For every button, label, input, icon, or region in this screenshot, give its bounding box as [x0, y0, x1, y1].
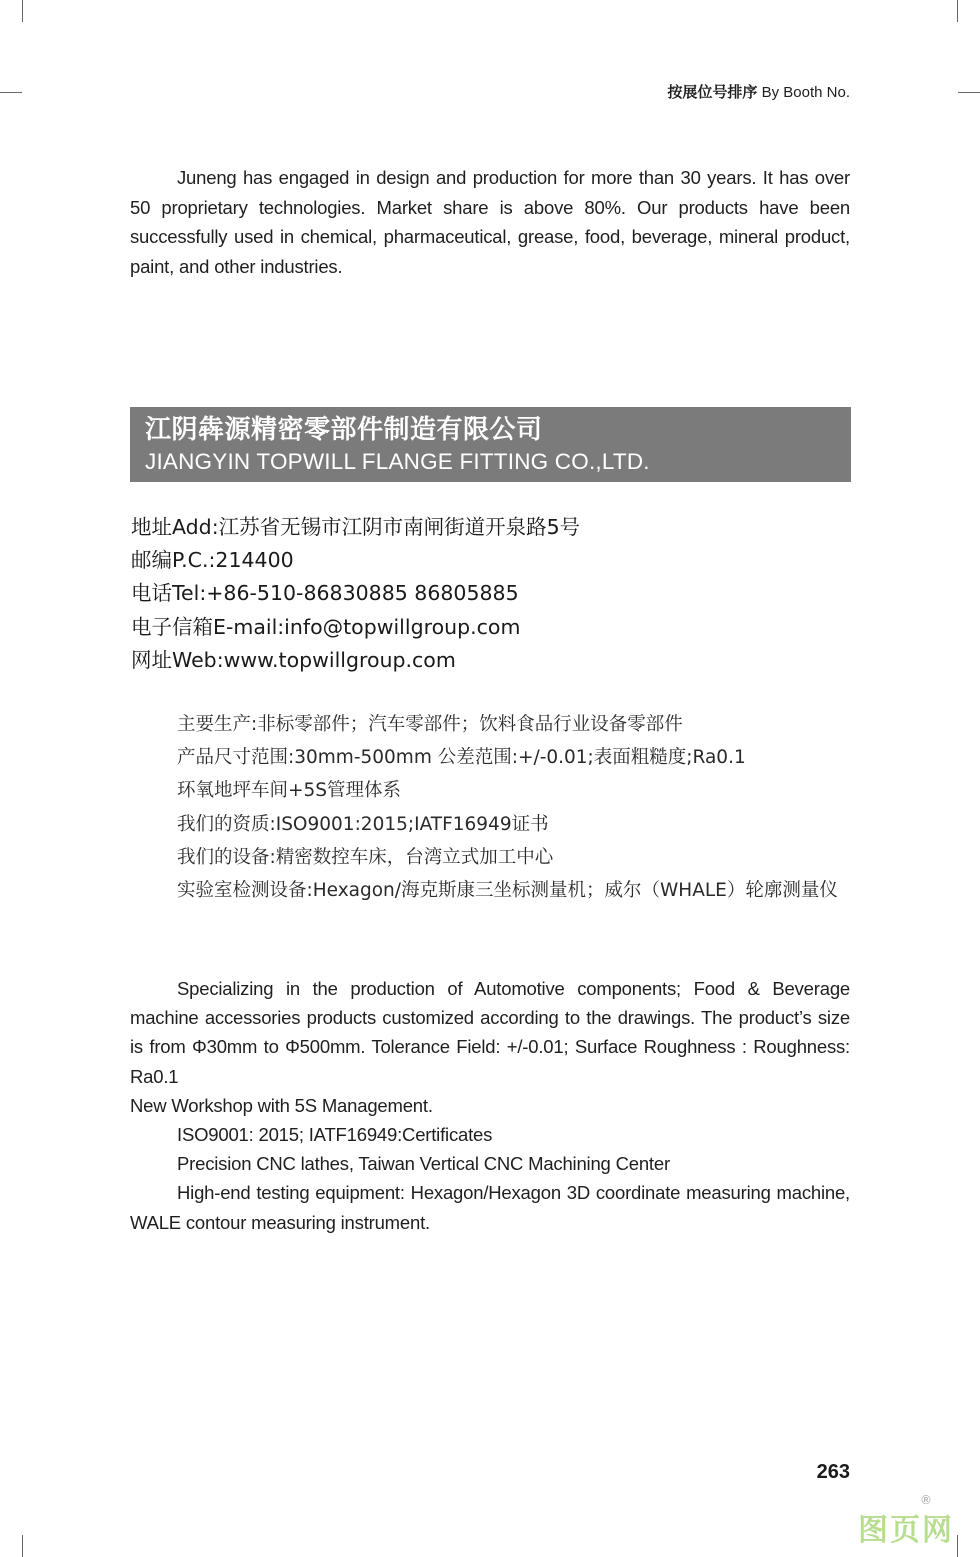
crop-mark — [22, 1535, 23, 1557]
crop-mark — [22, 0, 23, 22]
description-cn-line: 我们的资质:ISO9001:2015;IATF16949证书 — [177, 813, 549, 835]
description-cn-line: 环氧地坪车间+5S管理体系 — [177, 780, 402, 802]
description-cn-line: 实验室检测设备:Hexagon/海克斯康三坐标测量机；威尔（WHALE）轮廓测量仪 — [177, 880, 838, 902]
description-cn-line: 主要生产:非标零部件；汽车零部件；饮料食品行业设备零部件 — [177, 714, 683, 735]
header-label-cn: 按展位号排序 — [667, 83, 758, 101]
intro-section — [130, 163, 850, 281]
contact-address: 地址Add:江苏省无锡市江阴市南闸街道开泉路5号 — [131, 515, 581, 539]
description-en — [130, 974, 850, 1237]
crop-mark — [958, 92, 980, 93]
intro-paragraph: Juneng has engaged in design and production for more than 30 years. It has over 50 proprietary technologies. Market share is above 80%. Our products have been successfully used in chemical, pharmaceutical, grease, food, beverage, mineral product, paint, and other industries. — [130, 167, 850, 277]
company-name-cn: 江阴犇源精密零部件制造有限公司 — [145, 415, 543, 445]
description-cn — [130, 708, 850, 907]
booth-order-header — [667, 81, 850, 102]
description-en-line: ISO9001: 2015; IATF16949:Certificates — [177, 1124, 493, 1146]
watermark-logo — [858, 1493, 954, 1549]
header-label-en: By Booth No. — [761, 84, 850, 101]
description-cn-line: 我们的设备:精密数控车床，台湾立式加工中心 — [177, 846, 554, 868]
contact-web: 网址Web:www.topwillgroup.com — [131, 647, 456, 672]
company-name-en: JIANGYIN TOPWILL FLANGE FITTING CO.,LTD. — [145, 449, 650, 474]
company-title-bar — [130, 407, 851, 482]
page-number: 263 — [816, 1461, 850, 1483]
contact-postcode: 邮编P.C.:214400 — [131, 548, 294, 573]
description-en-line: Specializing in the production of Automotive components; Food & Beverage machine accessories products customized according to the drawings. The product’s size is from Φ30mm to Φ500mm. Tolerance Field: +/-0.01; Surface Roughness : Roughness: Ra0.1 — [130, 978, 850, 1087]
contact-email: 电子信箱E-mail:info@topwillgroup.com — [131, 614, 521, 639]
crop-mark — [0, 92, 22, 93]
description-en-line: New Workshop with 5S Management. — [130, 1094, 433, 1116]
registered-mark: ® — [920, 1493, 932, 1507]
description-cn-line: 产品尺寸范围:30mm-500mm 公差范围:+/-0.01;表面粗糙度;Ra0.1 — [177, 747, 746, 769]
contact-block — [131, 511, 851, 677]
description-en-line: High-end testing equipment: Hexagon/Hexagon 3D coordinate measuring machine, WALE contour measuring instrument. — [130, 1182, 850, 1233]
crop-mark — [957, 0, 958, 22]
contact-phone: 电话Tel:+86-510-86830885 86805885 — [131, 581, 519, 606]
watermark-text: 图页网 — [858, 1513, 954, 1548]
description-en-line: Precision CNC lathes, Taiwan Vertical CNC Machining Center — [177, 1153, 670, 1175]
crop-mark — [957, 1535, 958, 1557]
